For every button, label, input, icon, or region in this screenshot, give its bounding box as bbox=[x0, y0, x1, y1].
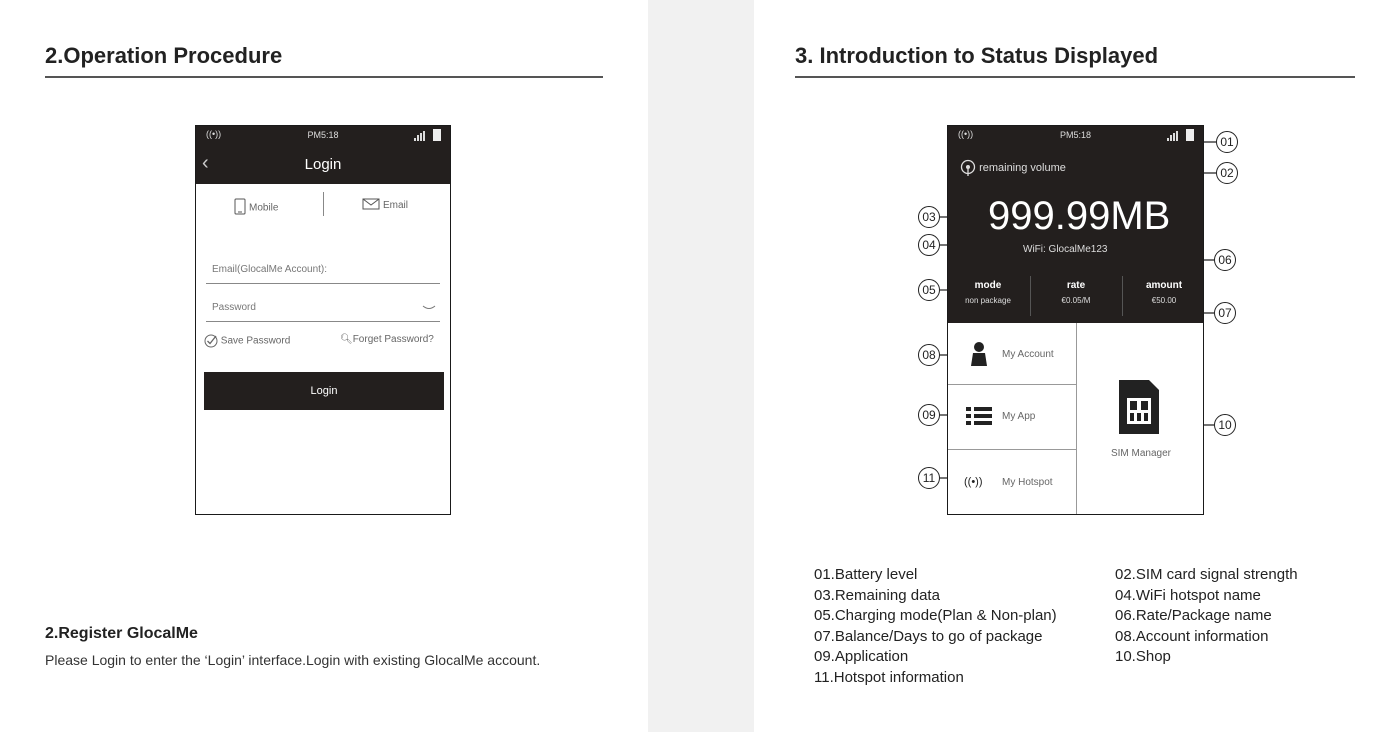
email-placeholder: Email(GlocalMe Account): bbox=[212, 264, 328, 275]
rate-label: rate bbox=[1066, 280, 1086, 291]
status-time: PM5:18 bbox=[307, 130, 339, 140]
legend-item: 03.Remaining data bbox=[814, 586, 940, 604]
tab-email[interactable] bbox=[362, 198, 408, 213]
my-account-label: My Account bbox=[1002, 349, 1054, 360]
legend-item: 02.SIM card signal strength bbox=[1115, 566, 1298, 583]
callout-10: 10 bbox=[1214, 414, 1236, 436]
tab-email-label: Email bbox=[383, 200, 409, 212]
wifi-name: WiFi: GlocalMe123 bbox=[1023, 244, 1108, 255]
remaining-volume-row bbox=[960, 159, 1066, 177]
my-hotspot-label: My Hotspot bbox=[1002, 477, 1053, 488]
amount-stat bbox=[1129, 280, 1199, 305]
callout-03: 03 bbox=[918, 206, 940, 228]
callout-02: 02 bbox=[1216, 162, 1238, 184]
back-arrow-icon[interactable]: ‹ bbox=[202, 152, 209, 174]
save-password-checkbox[interactable] bbox=[204, 334, 290, 348]
rate-stat bbox=[1041, 280, 1111, 305]
signal-strength-icon bbox=[414, 131, 426, 141]
legend-item: 10.Shop bbox=[1115, 648, 1171, 665]
my-app-tile[interactable] bbox=[948, 385, 1077, 450]
status-displayed-heading: 3. Introduction to Status Displayed bbox=[795, 43, 1159, 68]
my-account-tile[interactable] bbox=[948, 323, 1077, 385]
left-page bbox=[0, 0, 648, 732]
stat-divider bbox=[1122, 276, 1123, 316]
sim-manager-label: SIM Manager bbox=[1110, 448, 1172, 459]
password-placeholder: Password bbox=[212, 302, 256, 313]
callout-01: 01 bbox=[1216, 131, 1238, 153]
login-button[interactable]: Login bbox=[204, 372, 444, 410]
legend-item: 01.Battery level bbox=[814, 566, 918, 583]
sim-card-icon bbox=[1119, 380, 1159, 434]
account-person-icon bbox=[970, 341, 988, 367]
register-title: 2.Register GlocalMe bbox=[45, 625, 198, 642]
login-phone-screen bbox=[195, 125, 451, 515]
amount-label: amount bbox=[1145, 280, 1183, 291]
legend-item: 11.Hotspot information bbox=[814, 668, 964, 686]
register-body: Please Login to enter the ‘Login’ interface.Login with existing GlocalMe account. bbox=[45, 652, 541, 668]
forgot-password-label: Forget Password? bbox=[352, 334, 434, 345]
forgot-password-link[interactable] bbox=[340, 334, 434, 345]
tab-mobile-label: Mobile bbox=[249, 202, 279, 214]
stat-divider bbox=[1030, 276, 1031, 316]
legend-item: 06.Rate/Package name bbox=[1115, 607, 1272, 624]
save-password-label: Save Password bbox=[220, 335, 291, 347]
status-bar bbox=[196, 126, 450, 144]
hotspot-signal-icon: ((•)) bbox=[958, 129, 974, 139]
battery-icon bbox=[1186, 129, 1194, 141]
signal-strength-icon bbox=[1167, 131, 1179, 141]
tab-mobile[interactable] bbox=[234, 198, 278, 218]
legend-item: 09.Application bbox=[814, 648, 909, 665]
callout-09: 09 bbox=[918, 404, 940, 426]
legend-left bbox=[814, 565, 1057, 688]
remaining-data-value: 999.99MB bbox=[988, 194, 1171, 238]
callout-04: 04 bbox=[918, 234, 940, 256]
mode-stat bbox=[953, 280, 1023, 305]
legend-item: 04.WiFi hotspot name bbox=[1115, 586, 1261, 604]
tab-divider bbox=[323, 192, 324, 216]
hotspot-icon: ((•)) bbox=[964, 476, 983, 488]
my-hotspot-tile[interactable] bbox=[948, 450, 1077, 515]
mode-value: non package bbox=[965, 296, 1011, 305]
legend-item: 07.Balance/Days to go of package bbox=[814, 627, 1043, 645]
hotspot-signal-icon: ((•)) bbox=[206, 129, 222, 139]
mobile-icon bbox=[234, 198, 246, 218]
legend-item: 05.Charging mode(Plan & Non-plan) bbox=[814, 607, 1057, 624]
amount-value: €50.00 bbox=[1151, 296, 1177, 305]
eye-icon[interactable] bbox=[422, 305, 436, 311]
login-title: Login bbox=[304, 156, 342, 173]
status-phone-screen bbox=[947, 125, 1204, 515]
email-field[interactable] bbox=[206, 253, 440, 284]
mode-label: mode bbox=[974, 280, 1002, 291]
remaining-volume-label: remaining volume bbox=[979, 161, 1066, 174]
operation-procedure-heading: 2.Operation Procedure bbox=[45, 43, 283, 68]
check-circle-icon bbox=[204, 334, 218, 348]
key-icon: 🔍︎ bbox=[340, 334, 353, 345]
callout-06: 06 bbox=[1214, 249, 1236, 271]
data-globe-icon bbox=[960, 159, 976, 177]
list-icon bbox=[966, 407, 992, 425]
callout-08: 08 bbox=[918, 344, 940, 366]
callout-11: 11 bbox=[918, 467, 940, 489]
battery-icon bbox=[433, 129, 441, 141]
heading-rule bbox=[45, 76, 603, 78]
status-bar bbox=[948, 126, 1203, 144]
legend-right bbox=[1115, 565, 1298, 668]
callout-07: 07 bbox=[1214, 302, 1236, 324]
right-page bbox=[754, 0, 1398, 732]
password-field[interactable] bbox=[206, 291, 440, 322]
rate-value: €0.05/M bbox=[1061, 296, 1091, 305]
title-bar bbox=[196, 144, 450, 184]
legend-item: 08.Account information bbox=[1115, 627, 1269, 645]
envelope-icon bbox=[362, 198, 380, 213]
my-app-label: My App bbox=[1002, 411, 1036, 422]
sim-manager-tile[interactable] bbox=[1077, 323, 1204, 515]
status-time: PM5:18 bbox=[1059, 130, 1092, 140]
callout-05: 05 bbox=[918, 279, 940, 301]
status-dashboard bbox=[948, 126, 1203, 323]
